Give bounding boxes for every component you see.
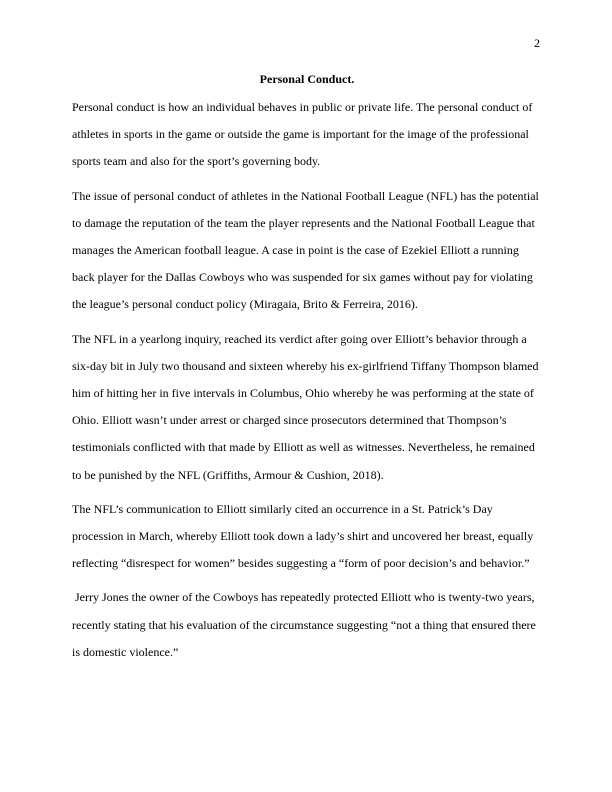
paragraph-4: The NFL’s communication to Elliott similarly cited an occurrence in a St. Patrick’s Day procession in March, whereby Elliott took down a lady’s shirt and uncovered her breast, equally reflecting “disrespect for women” besides suggesting a “form of poor decision’s and behavior.” <box>72 501 537 571</box>
paragraph-5: Jerry Jones the owner of the Cowboys has repeatedly protected Elliott who is twenty-two years, recently stating that his evaluation of the circumstance suggesting “not a thing that ensured there is domestic violence.” <box>72 590 539 659</box>
page-number: 2 <box>534 36 540 50</box>
section-title: Personal Conduct. <box>259 72 355 86</box>
paragraph-1: Personal conduct is how an individual behaves in public or private life. The personal conduct of athletes in sports in the game or outside the game is important for the image of the professional sports team and also for the sport’s governing body. <box>72 100 536 169</box>
paragraph-3: The NFL in a yearlong inquiry, reached its verdict after going over Elliott’s behavior through a six-day bit in July two thousand and sixteen whereby his ex-girlfriend Tiffany Thompson blamed him of hitting her in five intervals in Columbus, Ohio whereby he was performing at the state of Ohio. Elliott wasn’t under arrest or charged since prosecutors determined that Thompson’s testimonials conflicted with that made by Elliott as well as witnesses. Nevertheless, he remained to be punished by the NFL (Griffiths, Armour & Cushion, 2018). <box>72 331 542 482</box>
document-body <box>72 70 542 673</box>
paragraph-2: The issue of personal conduct of athletes in the National Football League (NFL) has the potential to damage the reputation of the team the player represents and the National Football League that manages the American football league. A case in point is the case of Ezekiel Elliott a running back player for the Dallas Cowboys who was suspended for six games without pay for violating the league’s personal conduct policy (Miragaia, Brito & Ferreira, 2016). <box>72 188 542 312</box>
